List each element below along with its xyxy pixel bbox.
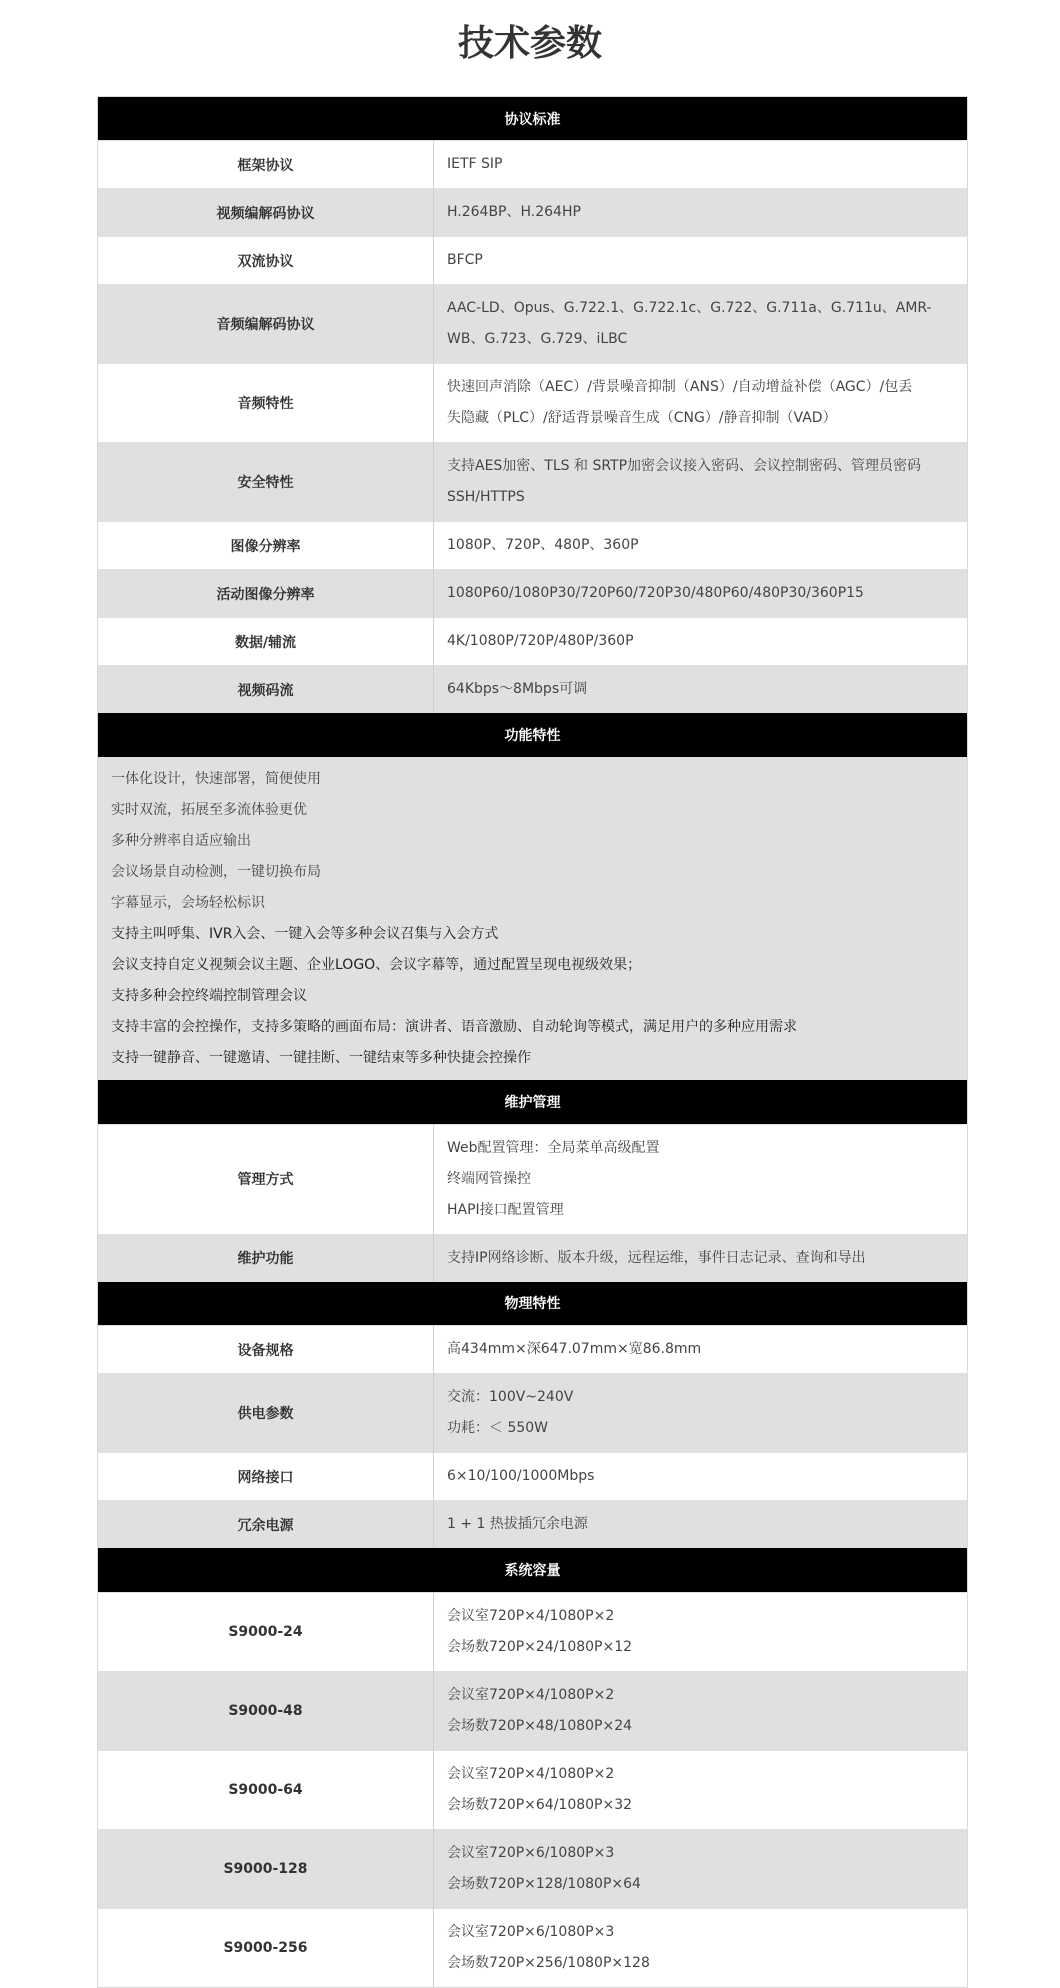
list-item: 多种分辨率自适应输出	[111, 833, 251, 849]
table-row	[98, 1908, 968, 1987]
table-row	[98, 443, 968, 522]
row-label: 网络接口	[98, 1453, 434, 1501]
list-item: 支持一键静音、一键邀请、一键挂断、一键结束等多种快捷会控操作	[111, 1050, 531, 1066]
section-header-features	[98, 713, 968, 757]
row-value	[434, 1829, 968, 1908]
table-row	[98, 285, 968, 364]
row-label: 管理方式	[98, 1124, 434, 1234]
section-header-maintenance	[98, 1080, 968, 1124]
row-value: 6×10/100/1000Mbps	[434, 1453, 968, 1501]
row-value	[434, 1124, 968, 1234]
value-line: 支持AES加密、TLS 和 SRTP加密会议接入密码、会议控制密码、管理员密码	[447, 458, 922, 474]
value-line: Web配置管理：全局菜单高级配置	[447, 1139, 660, 1156]
section-header-capacity	[98, 1548, 968, 1592]
row-value: BFCP	[434, 237, 968, 285]
row-label: S9000-128	[98, 1829, 434, 1908]
value-line: SSH/HTTPS	[447, 489, 525, 505]
value-line: 会场数720P×256/1080P×128	[447, 1954, 650, 1971]
row-value	[434, 443, 968, 522]
row-value: 1080P60/1080P30/720P60/720P30/480P60/480P30/360P15	[434, 570, 968, 618]
table-row	[98, 1750, 968, 1829]
row-label: 图像分辨率	[98, 522, 434, 570]
row-label: 设备规格	[98, 1326, 434, 1374]
table-row	[98, 1453, 968, 1501]
value-line: 会议室720P×4/1080P×2	[447, 1765, 615, 1782]
value-line: 会议室720P×6/1080P×3	[447, 1923, 615, 1940]
row-label: 框架协议	[98, 141, 434, 189]
row-value	[434, 1671, 968, 1750]
table-row	[98, 237, 968, 285]
list-item: 实时双流，拓展至多流体验更优	[111, 802, 307, 818]
row-value: 支持IP网络诊断、版本升级，远程运维，事件日志记录、查询和导出	[434, 1234, 968, 1282]
list-item: 会议场景自动检测，一键切换布局	[111, 864, 321, 880]
value-line: 会场数720P×128/1080P×64	[447, 1875, 641, 1892]
row-label: 供电参数	[98, 1374, 434, 1453]
value-line: 交流：100V~240V	[447, 1389, 574, 1405]
value-line: 会场数720P×64/1080P×32	[447, 1796, 633, 1813]
row-value: 高434mm×深647.07mm×宽86.8mm	[434, 1326, 968, 1374]
row-value	[434, 285, 968, 364]
row-label: 音频编解码协议	[98, 285, 434, 364]
row-value	[434, 1374, 968, 1453]
table-row	[98, 666, 968, 714]
row-label: 双流协议	[98, 237, 434, 285]
value-line: 终端网管操控	[447, 1170, 531, 1187]
row-value	[434, 1592, 968, 1671]
row-value	[434, 1750, 968, 1829]
row-label: 视频编解码协议	[98, 189, 434, 237]
value-line: 会场数720P×48/1080P×24	[447, 1717, 633, 1734]
row-label: 音频特性	[98, 364, 434, 443]
table-row	[98, 1501, 968, 1549]
section-title: 维护管理	[98, 1080, 968, 1124]
row-value: 1080P、720P、480P、360P	[434, 522, 968, 570]
section-title: 协议标准	[98, 97, 968, 141]
row-label: S9000-48	[98, 1671, 434, 1750]
page-title: 技术参数	[457, 23, 602, 64]
section-title: 功能特性	[98, 713, 968, 757]
table-row	[98, 1374, 968, 1453]
row-value: H.264BP、H.264HP	[434, 189, 968, 237]
spec-table	[97, 96, 968, 1988]
section-header-physical	[98, 1282, 968, 1326]
section-title: 系统容量	[98, 1548, 968, 1592]
row-value	[434, 1908, 968, 1987]
value-line: WB、G.723、G.729、iLBC	[447, 331, 628, 347]
features-list	[98, 757, 968, 1080]
table-row	[98, 618, 968, 666]
table-row	[98, 1671, 968, 1750]
value-line: 会议室720P×4/1080P×2	[447, 1607, 615, 1624]
list-item: 字幕显示，会场轻松标识	[111, 895, 265, 911]
value-line: 快速回声消除（AEC）/背景噪音抑制（ANS）/自动增益补偿（AGC）/包丢	[447, 379, 913, 395]
value-line: 功耗：＜ 550W	[447, 1420, 549, 1436]
list-item: 一体化设计，快速部署，简便使用	[111, 771, 321, 787]
table-row	[98, 1592, 968, 1671]
row-label: 视频码流	[98, 666, 434, 714]
row-label: S9000-256	[98, 1908, 434, 1987]
list-item: 支持丰富的会控操作，支持多策略的画面布局：演讲者、语音激励、自动轮询等模式，满足用户的多种应用需求	[111, 1019, 797, 1035]
value-line: 会议室720P×6/1080P×3	[447, 1844, 615, 1861]
table-row	[98, 1124, 968, 1234]
row-label: 安全特性	[98, 443, 434, 522]
table-row	[98, 1829, 968, 1908]
list-item: 支持多种会控终端控制管理会议	[111, 988, 307, 1004]
table-row	[98, 570, 968, 618]
table-row	[98, 364, 968, 443]
row-value: 1 + 1 热拔插冗余电源	[434, 1501, 968, 1549]
value-line: 失隐藏（PLC）/舒适背景噪音生成（CNG）/静音抑制（VAD）	[447, 410, 837, 426]
section-header-protocol	[98, 97, 968, 141]
value-line: 会议室720P×4/1080P×2	[447, 1686, 615, 1703]
row-label: 冗余电源	[98, 1501, 434, 1549]
row-value: 64Kbps～8Mbps可调	[434, 666, 968, 714]
table-row	[98, 1326, 968, 1374]
table-row	[98, 1234, 968, 1282]
value-line: HAPI接口配置管理	[447, 1201, 564, 1218]
row-label: 数据/辅流	[98, 618, 434, 666]
row-label: S9000-24	[98, 1592, 434, 1671]
features-row	[98, 757, 968, 1080]
list-item: 会议支持自定义视频会议主题、企业LOGO、会议字幕等，通过配置呈现电视级效果；	[111, 957, 642, 973]
table-row	[98, 522, 968, 570]
row-value	[434, 364, 968, 443]
row-value: 4K/1080P/720P/480P/360P	[434, 618, 968, 666]
table-row	[98, 141, 968, 189]
row-value: IETF SIP	[434, 141, 968, 189]
row-label: 活动图像分辨率	[98, 570, 434, 618]
table-row	[98, 189, 968, 237]
row-label: S9000-64	[98, 1750, 434, 1829]
section-title: 物理特性	[98, 1282, 968, 1326]
value-line: AAC-LD、Opus、G.722.1、G.722.1c、G.722、G.711a、G.711u、AMR-	[447, 300, 932, 316]
row-label: 维护功能	[98, 1234, 434, 1282]
value-line: 会场数720P×24/1080P×12	[447, 1638, 633, 1655]
list-item: 支持主叫呼集、IVR入会、一键入会等多种会议召集与入会方式	[111, 926, 499, 942]
